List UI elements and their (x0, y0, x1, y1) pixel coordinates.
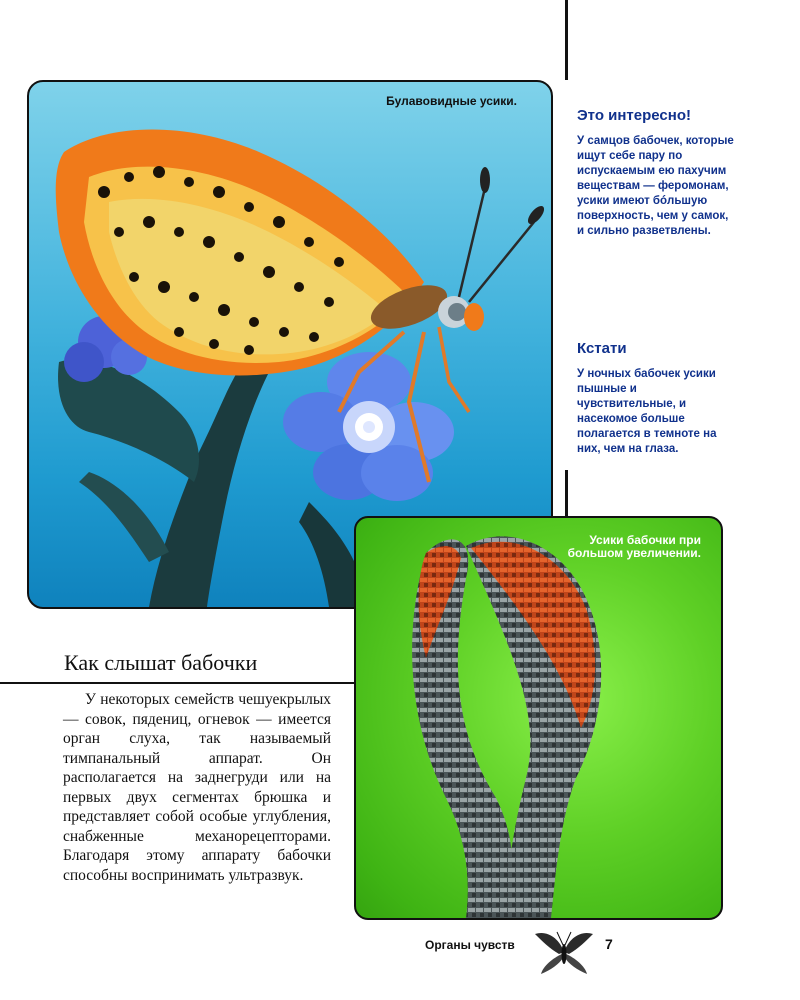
column-divider-middle (565, 470, 568, 516)
article-body: У некоторых семейств чешуекрылых — совок, пядениц, огневок — имеется орган слуха, так называемый тимпанальный аппарат. Он располагается на заднегруди или на первых двух сегментах брюшка и представляет собой особые углубления, снабженные механорецепторами. Благодаря этому аппарату бабочки способны воспринимать ультразвук. (63, 691, 331, 884)
sidebar-interesting (577, 107, 737, 239)
page-footer (425, 928, 625, 976)
photo-caption-top: Булавовидные усики. (386, 94, 517, 108)
antenna-photo (354, 516, 723, 920)
column-divider-top (565, 0, 568, 80)
photo-caption-bottom: Усики бабочки при большом увеличении. (567, 533, 701, 560)
sidebar-by-the-way-text: У ночных бабочек усики пышные и чувствительные, и насекомое больше полагается в темноте на них, чем на глаза. (577, 368, 717, 455)
sidebar-by-the-way (577, 340, 737, 457)
sidebar-interesting-text: У самцов бабочек, которые ищут себе пару по испускаемым ею пахучим веществам — феромонам, усики имеют бóльшую поверхность, чем у самок, и сильно разветвлены. (577, 135, 734, 237)
heading-rule (0, 682, 354, 684)
article-heading: Как слышат бабочки (64, 650, 258, 675)
butterfly-icon (529, 928, 599, 976)
sidebar-interesting-title: Это интересно! (577, 107, 691, 124)
antenna-closeup-icon (356, 518, 721, 918)
page-number: 7 (605, 936, 613, 952)
sidebar-by-the-way-title: Кстати (577, 340, 627, 357)
footer-section-title: Органы чувств (425, 938, 515, 952)
